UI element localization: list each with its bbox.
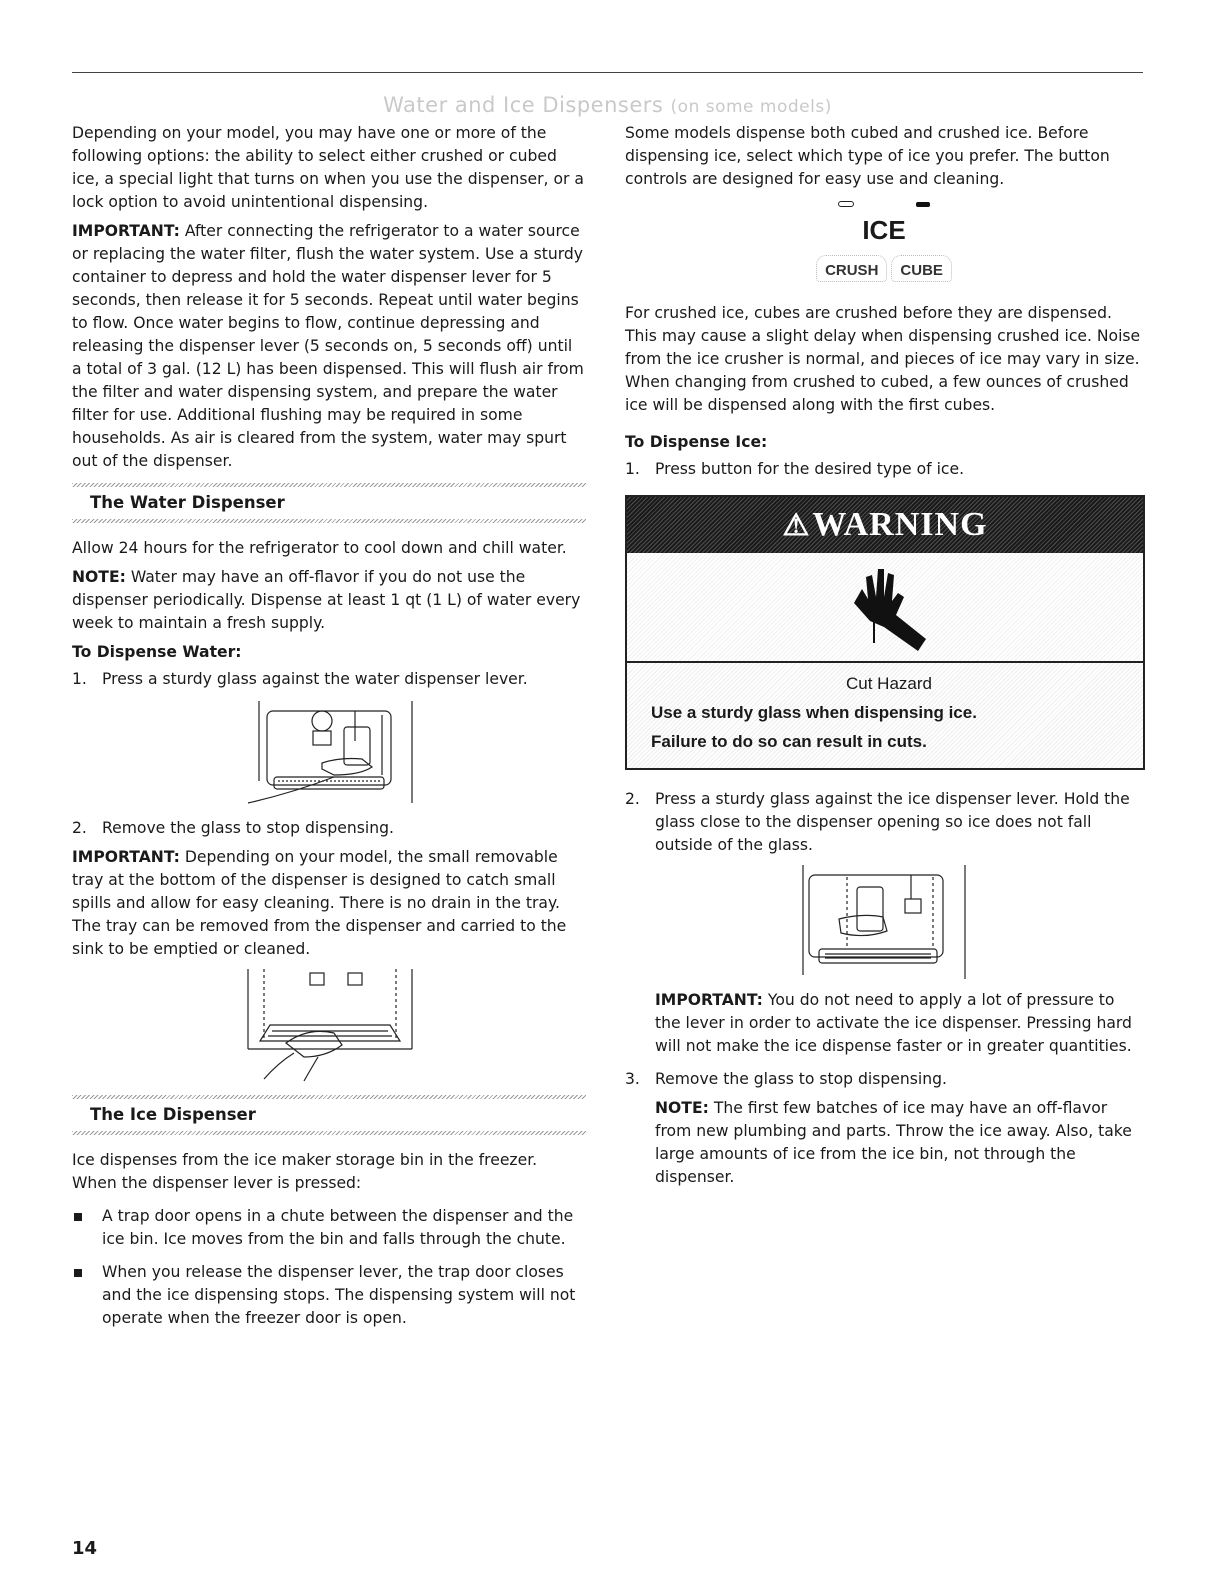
ice-dispenser-section-head <box>72 1095 586 1135</box>
warning-icon-area <box>627 553 1143 663</box>
page-number: 14 <box>72 1538 98 1559</box>
cube-indicator-icon <box>916 202 930 207</box>
ice-important-paragraph: IMPORTANT: You do not need to apply a lot of pressure to the lever in order to activate the ice dispenser. Pressing hard will not make the ice dispense faster or in greater quantities. <box>655 991 1132 1055</box>
right-column <box>625 122 1143 1195</box>
water-dispenser-heading: The Water Dispenser <box>90 493 285 512</box>
warning-line-1: Use a sturdy glass when dispensing ice. <box>651 703 977 722</box>
warning-line-2: Failure to do so can result in cuts. <box>651 732 927 751</box>
ice-dispenser-heading: The Ice Dispenser <box>90 1105 256 1124</box>
water-allow-paragraph: Allow 24 hours for the refrigerator to cool down and chill water. <box>72 539 567 557</box>
ice-buttons <box>625 255 1143 282</box>
title-main: Water and Ice Dispensers <box>383 93 664 117</box>
section-rule <box>72 483 586 487</box>
ice-control-panel <box>625 199 1143 282</box>
crushed-ice-paragraph: For crushed ice, cubes are crushed before they are dispensed. This may cause a slight delay when dispensing crushed ice. Noise from the ice crusher is normal, and pieces of ice may vary in size. When changing from crushed to cubed, a few ounces of crushed ice will be dispensed along with the first cubes. <box>625 304 1141 414</box>
water-dispenser-section-head <box>72 483 586 523</box>
warning-triangle-icon: ⚠ <box>782 508 811 542</box>
ice-step-1: 1. Press button for the desired type of ice. <box>625 460 965 478</box>
water-step-1: 1. Press a sturdy glass against the water dispenser lever. <box>72 670 528 688</box>
important-flush-paragraph: IMPORTANT: After connecting the refrigerator to a water source or replacing the water filter, flush the water system. Use a sturdy container to depress and hold the water dispenser lever for 5 seconds, then release it for 5 seconds. Repeat until water begins to flow. Once water begins to flow, continue depressing and releasing the dispenser lever (5 seconds on, 5 seconds off) until a total of 3 gal. (12 L) has been dispensed. This will flush air from the filter and water dispensing system, and prepare the water filter for use. Additional flushing may be required in some households. As air is cleared from the system, water may spurt out of the dispenser. <box>72 222 584 470</box>
ice-intro-paragraph: Ice dispenses from the ice maker storage bin in the freezer. When the dispenser lever is pressed: <box>72 1151 538 1192</box>
warning-header <box>627 497 1143 553</box>
ice-step-2: 2. Press a sturdy glass against the ice dispenser lever. Hold the glass close to the dispenser opening so ice does not fall outside of the glass. <box>625 790 1130 854</box>
crush-indicator-icon <box>838 201 854 207</box>
warning-title: WARNING <box>812 506 988 543</box>
intro-paragraph: Depending on your model, you may have one or more of the following options: the ability to select either crushed or cubed ice, a special light that turns on when you use the dispenser, or a lock option to avoid unintentional dispensing. <box>72 124 584 211</box>
section-rule <box>72 519 586 523</box>
page-title <box>72 90 1143 122</box>
warning-box <box>625 495 1145 770</box>
warning-hazard-title: Cut Hazard <box>846 674 932 693</box>
cube-button[interactable]: CUBE <box>891 255 952 282</box>
top-rule <box>72 72 1143 73</box>
title-sub: (on some models) <box>670 97 832 117</box>
ice-note-paragraph: NOTE: The first few batches of ice may have an off-flavor from new plumbing and parts. Throw the ice away. Also, take large amounts of ice from the ice bin, not through the dispenser. <box>655 1099 1132 1186</box>
ice-dispenser-illustration <box>625 863 1143 981</box>
ice-type-intro-paragraph: Some models dispense both cubed and crushed ice. Before dispensing ice, select which type of ice you prefer. The button controls are designed for easy use and cleaning. <box>625 124 1110 188</box>
water-step-2: 2. Remove the glass to stop dispensing. <box>72 819 394 837</box>
ice-bullet-list <box>72 1205 586 1330</box>
section-rule <box>72 1095 586 1099</box>
dispense-water-subheading: To Dispense Water: <box>72 643 242 661</box>
ice-important-block <box>625 989 1143 1058</box>
water-note-paragraph: NOTE: Water may have an off-flavor if you do not use the dispenser periodically. Dispense at least 1 qt (1 L) of water every week to maintain a fresh supply. <box>72 568 581 632</box>
tray-important-paragraph: IMPORTANT: Depending on your model, the small removable tray at the bottom of the dispenser is designed to catch small spills and allow for easy cleaning. There is no drain in the tray. The tray can be removed from the dispenser and carried to the sink to be emptied or cleaned. <box>72 848 567 958</box>
list-item: A trap door opens in a chute between the dispenser and the ice bin. Ice moves from the bin and falls through the chute. <box>72 1205 586 1251</box>
ice-label: ICE <box>862 215 906 245</box>
dispense-ice-subheading: To Dispense Ice: <box>625 433 768 451</box>
left-column <box>72 122 586 1340</box>
ice-note-block <box>625 1097 1143 1189</box>
crush-button[interactable]: CRUSH <box>816 255 887 282</box>
list-item: When you release the dispenser lever, the trap door closes and the ice dispensing stops. The dispensing system will not operate when the freezer door is open. <box>72 1261 586 1330</box>
section-rule <box>72 1131 586 1135</box>
ice-step-3: 3. Remove the glass to stop dispensing. <box>625 1070 947 1088</box>
water-dispenser-illustration <box>72 697 586 809</box>
cut-hazard-hand-icon <box>840 559 930 655</box>
dispenser-tray-illustration <box>72 967 586 1085</box>
warning-body <box>627 663 1143 768</box>
ice-indicators <box>625 199 1143 209</box>
